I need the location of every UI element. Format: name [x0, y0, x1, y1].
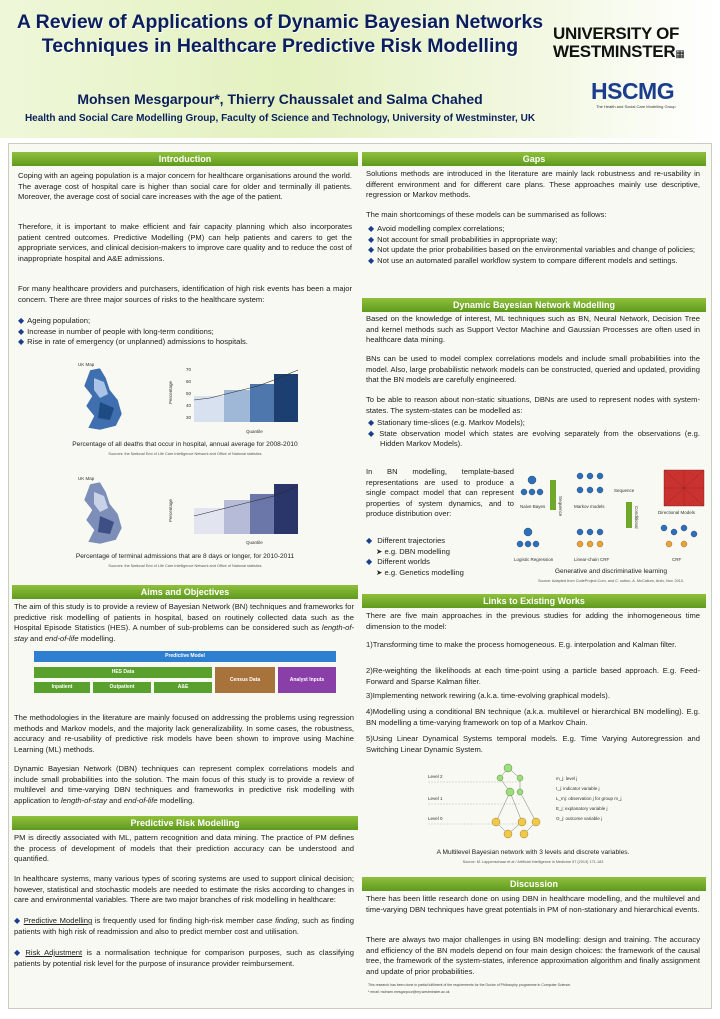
terminal-admissions-figure [60, 470, 310, 550]
hscmg-logo: HSCMG [591, 78, 675, 104]
dbn-heading: Dynamic Bayesian Network Modelling [362, 298, 706, 312]
multilevel-bn-figure [424, 762, 654, 846]
sequence-arrow [550, 480, 556, 510]
template-subitem: ➤ e.g. DBN modelling [376, 546, 450, 556]
links-fig-caption: A Multilevel Bayesian network with 3 levels and discrete variables. [436, 849, 630, 856]
dbn-p4: In BN modelling, template-based representations are used to produce a single compact model that can represent properties of system dynamics, and to produce distribution over: [366, 467, 514, 519]
links-item: 1)Transforming time to make the process homogeneous. E.g. interpolation and Kalman filter. [366, 640, 677, 649]
links-intro: There are five main approaches in the previous studies for adding the inhomogeneous time dimension to the model: [366, 611, 700, 631]
outpatient-box: Outpatient [93, 682, 151, 693]
fig-label: Conditional [634, 506, 639, 529]
legend-item: E_j: explanatory variable j [556, 806, 608, 811]
diamond-bullet-icon: ◆ [14, 948, 23, 957]
legend-item: m_j: level j [556, 776, 578, 781]
legend-item: I_j: indicator variable j [556, 786, 600, 791]
ae-box: A&E [154, 682, 212, 693]
fig2-xlabel: Quantile [246, 540, 263, 545]
gaps-p2: The main shortcomings of these models can be summarised as follows: [366, 210, 607, 219]
aims-p1: The aim of this study is to provide a review of Bayesian Network (BN) techniques and frameworks for predictive risk modelling of patients in hospital, based on routinely collected data such as the Hospital Episode Statistics (HES). A number of sub-problems can be considered such as length-of-stay and end-of-life modelling. [14, 602, 354, 643]
gaps-list [366, 224, 700, 266]
links-fig-source: Source: M. Lappenschaar et al / Artificial Intelligence in Medicine 57 (2013) 171-183 [462, 860, 604, 864]
fig2-caption: Percentage of terminal admissions that are 8 days or longer, for 2010-2011 [75, 553, 295, 560]
level-label: Level 2 [428, 774, 443, 779]
university-logo [553, 25, 713, 64]
legend-item: O_j: outcome variable j [556, 816, 603, 821]
dbn-fig-source: Source: Adapted from CodeProject.Com, and C. sutton, A. McCallum, Arxiv, Nov. 2010. [537, 579, 685, 583]
gap-item: ◆ Not update the prior probabilities based on the environmental variables and change of policies; [368, 245, 696, 255]
diamond-bullet-icon: ◆ [368, 418, 375, 427]
affiliation: Health and Social Care Modelling Group, Faculty of Science and Technology, University of Westminster, UK [24, 113, 536, 124]
level-label: Level 0 [428, 816, 443, 821]
legend-item: L_mj: observation j for group m_j [556, 796, 622, 801]
uk-map-shape [84, 368, 122, 430]
generative-discriminative-figure [514, 466, 708, 566]
gap-item: ◆ Avoid modelling complex correlations; [368, 224, 505, 233]
uk-map-shape [84, 482, 122, 544]
links-item: 5)Using Linear Dynamical Systems temporal models. E.g. Time Varying Autoregression and Switching Linear Dynamic System. [366, 734, 700, 754]
census-data-box: Census Data [215, 667, 275, 693]
fig1-ytick: 70 [186, 367, 192, 372]
prm-heading: Predictive Risk Modelling [12, 816, 358, 830]
diamond-bullet-icon: ◆ [18, 337, 25, 347]
state-item: ◆ Stationary time-slices (e.g. Markov Models); [368, 418, 525, 427]
fig-label: Sequence [558, 496, 563, 517]
fig-label: Logistic Regression [514, 557, 554, 562]
introduction-heading: Introduction [12, 152, 358, 166]
template-subitem: ➤ e.g. Genetics modelling [376, 567, 464, 577]
quantile-band [224, 390, 250, 422]
dbn-p2: BNs can be used to model complex correlations models and include small probabilities into the model. Also, large probabilistic network models can be constructed, queried and updated, providing that the BN models are carefully engineered. [366, 354, 700, 385]
fig-label: Sequence [614, 488, 635, 493]
links-heading: Links to Existing Works [362, 594, 706, 608]
diamond-bullet-icon: ◆ [368, 255, 375, 265]
arrow-bullet-icon: ➤ [376, 567, 383, 577]
fig2-source: Sources: the National End of Life Care Intelligence Network and Office of National statistics [108, 564, 262, 568]
discussion-heading: Discussion [362, 877, 706, 891]
discussion-p2: There are always two major challenges in using BN modelling: design and training. The accuracy and efficiency of the BN models depend on four main design choices: the framework of the causal tree, the framework of the system-states, inference approximation algorithm and finally assignment and update of prior probabilities. [366, 935, 700, 976]
fig1-xlabel: Quantile [246, 429, 263, 434]
level-label: Level 1 [428, 796, 443, 801]
aims-heading: Aims and Objectives [12, 585, 358, 599]
discussion-p1: There has been little research done on using DBN in healthcare modelling, and the multilevel and time-varying DBN techniques have great potentials in PM of non-stationary and hierarchical events. [366, 894, 700, 914]
state-list [366, 418, 700, 450]
fig1-ytick: 60 [186, 379, 192, 384]
footnote-email: * email: mohsen.mesgarpour@my.westminster.ac.uk [368, 990, 450, 994]
fig-label: Naive Bayes [520, 504, 546, 509]
intro-p3: For many healthcare providers and purchasers, identification of high risk events has been a major concern. There are three major sources of risks to the healthcare system: [18, 284, 352, 304]
arrow-bullet-icon: ➤ [376, 546, 383, 556]
poster-title: A Review of Applications of Dynamic Bayesian Networks Techniques in Healthcare Predictive Risk Modelling [16, 11, 544, 57]
prm-p1: PM is directly associated with ML, pattern recognition and data mining. The practice of PM defines the process of development of models that their prediction accuracy can be understood and quantified. [14, 833, 354, 864]
quantile-band [250, 384, 274, 422]
fig1-caption: Percentage of all deaths that occur in hospital, annual average for 2008-2010 [72, 441, 298, 448]
risk-item: ◆ Rise in rate of emergency (or unplanned) admissions to hospitals. [18, 337, 248, 347]
fig1-ytick: 30 [186, 415, 192, 420]
fig1-ytick: 40 [186, 403, 192, 408]
template-item: ◆ Different trajectories [366, 536, 446, 545]
uk-map-label: UK Map [78, 476, 95, 481]
hscmg-logo-sub: The Health and Social Care Modelling Group [596, 104, 676, 109]
diamond-bullet-icon: ◆ [18, 326, 25, 336]
fig1-source: Sources: the National End of Life Care Intelligence Network and Office of National statistics [108, 452, 262, 456]
gap-item: ◆ Not account for small probabilities in appropriate way; [368, 234, 558, 244]
university-crest-icon: ▦ [675, 49, 685, 60]
dbn-p3: To be able to reason about non-static situations, DBNs are used to represent nodes with system-states. The system-states can be modelled as: [366, 395, 700, 415]
links-item: 4)Modelling using a conditional BN technique (a.k.a. multilevel or hierarchical BN modelling). E.g. BN modelling a time-varying framework on top of a Markov Chain. [366, 707, 700, 727]
diamond-bullet-icon: ◆ [366, 557, 373, 567]
risk-list [18, 316, 352, 348]
prm-b1: ◆ Predictive Modelling is frequently used for finding high-risk member case finding, such as finding patients with high risk of readmission and also to predict member cost and utilisation. [14, 916, 354, 936]
template-item: ◆ Different worlds [366, 557, 430, 567]
prm-b2: ◆ Risk Adjustment is a normalisation technique for comparison purposes, such as classifying patients by potential risk level for the purpose of insurance provider reimbursement. [14, 948, 354, 968]
quantile-band [274, 484, 298, 534]
diamond-bullet-icon: ◆ [368, 224, 375, 233]
quantile-band [194, 508, 224, 534]
diamond-bullet-icon: ◆ [368, 428, 377, 438]
fig1-ylabel: Percentage [168, 380, 173, 404]
diamond-bullet-icon: ◆ [18, 316, 25, 325]
quantile-band [194, 396, 224, 422]
fig1-ytick: 50 [186, 391, 192, 396]
aims-p2: The methodologies in the literature are mainly focused on addressing the problems using regression methods and Markov models, and the majority lack generalizability. In some cases, the robustness, accuracy and re-usability of predictive risk models have been shown to improve using Machine Learning (ML) methods. [14, 713, 354, 754]
state-item: ◆ State observation model which states are evolving separately from the observations (e.g. Hidden Markov Models). [368, 428, 700, 449]
analyst-inputs-box: Analyst Inputs [278, 667, 336, 693]
diamond-bullet-icon: ◆ [368, 245, 375, 255]
conditional-arrow [626, 502, 632, 528]
predictive-model-box: Predictive Model [34, 651, 336, 662]
links-item: 2)Re-weighting the likelihoods at each time-point using a particle based approach. E.g. Feed-Forward and Sparse Kalman filter. [366, 666, 700, 686]
diamond-bullet-icon: ◆ [366, 536, 373, 545]
fig-label: CRF [672, 557, 682, 562]
aims-p3: Dynamic Bayesian Network (DBN) techniques can represent complex correlations models and include small probabilities into the solution. The main focus of this study is to provide a review of multilevel and time-varying DBN techniques and frameworks in predictive risk modelling with application to length-of-stay and end-of-life modelling. [14, 764, 354, 805]
university-line1: UNIVERSITY OF [553, 24, 680, 43]
fig2-ylabel: Percentage [168, 498, 173, 522]
fig-label: Markov models [574, 504, 605, 509]
inpatient-box: Inpatient [34, 682, 90, 693]
gap-item: ◆ Not use an automated parallel workflow system to compare different models and settings. [368, 255, 678, 265]
diamond-bullet-icon: ◆ [368, 234, 375, 244]
deaths-in-hospital-figure [60, 356, 310, 436]
prm-p2: In healthcare systems, many various types of scoring systems are used to support clinical decision; however, statistical and stochastic models are needed to estimate the risks according to changes in care and environmental variables. There are two major branches of risk modelling in healthcare: [14, 874, 354, 905]
intro-p2: Therefore, it is important to make efficient and fair capacity planning which also incorporates patient centred outcomes. Predictive Modelling (PM) can help patients and carers to get the appropriate services, and clinical decision-makers to improve care quality and to reduce the cost of inappropriate hospital and A&E admissions. [18, 222, 352, 263]
gaps-p1: Solutions methods are introduced in the literature are mainly lack robustness and re-usability in different environment and for different care plans. These approaches mainly use descriptive, regression or Markov methods. [366, 169, 700, 200]
uk-map-label: UK Map [78, 362, 95, 367]
template-list [366, 536, 516, 578]
quantile-band [250, 494, 274, 534]
quantile-band [274, 374, 298, 422]
risk-item: ◆ Increase in number of people with long-term conditions; [18, 326, 214, 336]
hes-data-box: HES Data [34, 667, 212, 678]
university-line2: WESTMINSTER [553, 42, 676, 61]
poster-header [0, 0, 720, 138]
authors: Mohsen Mesgarpour*, Thierry Chaussalet and Salma Chahed [77, 91, 483, 107]
diamond-bullet-icon: ◆ [14, 916, 21, 925]
risk-item: ◆ Ageing population; [18, 316, 91, 325]
dbn-p1: Based on the knowledge of interest, ML techniques such as BN, Neural Network, Decision Tree and kernel methods such as Support Vector Machine and Gaussian Processes are often used in healthcare data mining. [366, 314, 700, 345]
fig-label: Linear-chain CRF [574, 557, 610, 562]
fig-label: Directional Models [658, 510, 696, 515]
footnote-research: This research has been done in partial fulfilment of the requirements for the Doctor of Philosophy programme in Computer Science. [368, 983, 572, 987]
intro-p1: Coping with an ageing population is a major concern for healthcare organisations around the world. The average cost of hospital care is higher than social care for older and terminally ill patients. Moreover, the average cost of social care increases with the age of the patient. [18, 171, 352, 202]
dbn-fig-caption: Generative and discriminative learning [554, 568, 668, 575]
links-item: 3)Implementing network rewiring (a.k.a. time-evolving graphical models). [366, 691, 610, 700]
gaps-heading: Gaps [362, 152, 706, 166]
